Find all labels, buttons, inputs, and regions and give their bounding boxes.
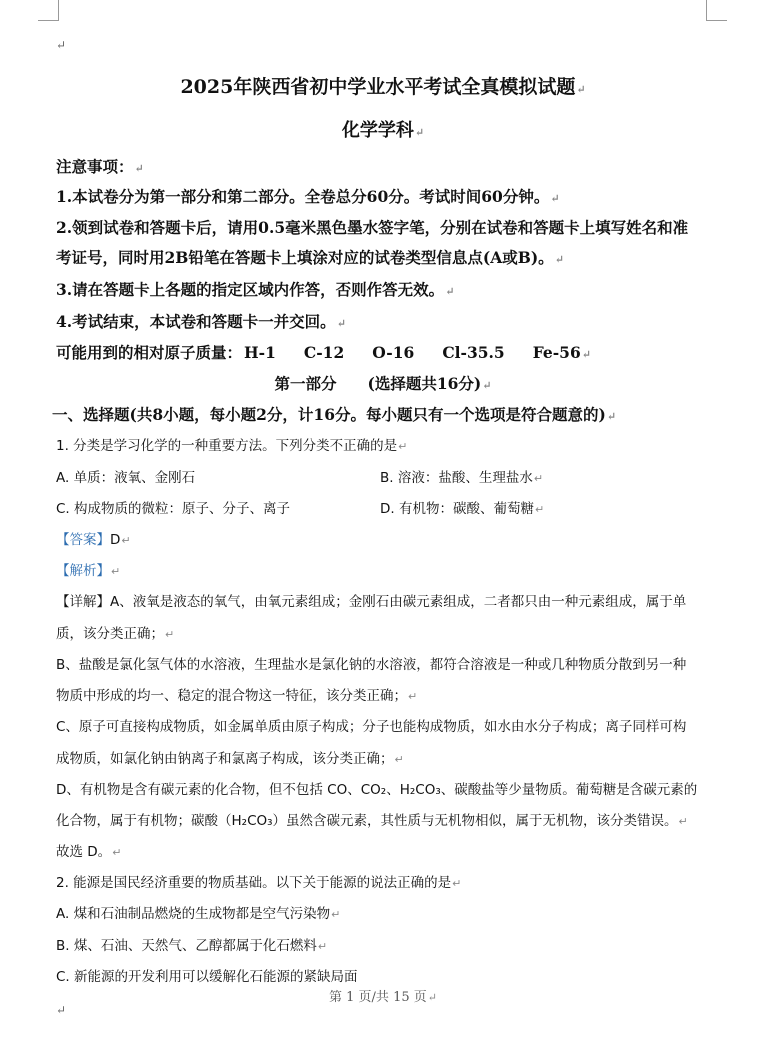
crop-mark-top-right xyxy=(706,0,727,21)
question-1-stem: 1. 分类是学习化学的一种重要方法。下列分类不正确的是↵ xyxy=(56,438,408,454)
detail-line: B、盐酸是氯化氢气体的水溶液，生理盐水是氯化钠的水溶液，都符合溶液是一种或几种物质分散到另一种 xyxy=(56,657,687,673)
subject-title: 化学学科↵ xyxy=(341,120,425,141)
notice-item: 考证号，同时用2B铅笔在答题卡上填涂对应的试卷类型信息点(A或B)。↵ xyxy=(56,248,564,267)
answer-line: 【答案】D↵ xyxy=(56,532,131,548)
option-c: C. 构成物质的微粒：原子、分子、离子 xyxy=(56,501,291,517)
notice-heading: 注意事项：↵ xyxy=(56,157,144,176)
page-footer: 第 1 页/共 15 页↵ xyxy=(329,990,437,1005)
option-b: B. 煤、石油、天然气、乙醇都属于化石燃料↵ xyxy=(56,938,328,954)
detail-line: 物质中形成的均一、稳定的混合物这一特征，该分类正确；↵ xyxy=(56,688,418,704)
detail-line: 【详解】A、液氧是液态的氧气，由氧元素组成；金刚石由碳元素组成，二者都只由一种元素组成，属于单 xyxy=(56,594,687,610)
detail-line: 故选 D。↵ xyxy=(56,844,122,860)
question-1-options-row xyxy=(56,497,726,517)
paragraph-mark: ↵ xyxy=(56,1003,67,1017)
analysis-line: 【解析】↵ xyxy=(56,563,121,579)
answer-tag: 【答案】 xyxy=(56,532,110,548)
detail-line: 成物质，如氯化钠由钠离子和氯离子构成，该分类正确；↵ xyxy=(56,751,404,767)
detail-line: C、原子可直接构成物质，如金属单质由原子构成；分子也能构成物质，如水由水分子构成；离子同样可构 xyxy=(56,719,687,735)
notice-item: 3.请在答题卡上各题的指定区域内作答，否则作答无效。↵ xyxy=(56,280,455,299)
option-a: A. 煤和石油制品燃烧的生成物都是空气污染物↵ xyxy=(56,906,341,922)
notice-item: 1.本试卷分为第一部分和第二部分。全卷总分60分。考试时间60分钟。↵ xyxy=(56,187,560,206)
atomic-mass-line: 可能用到的相对原子质量： H-1 C-12 O-16 Cl-35.5 Fe-56↵ xyxy=(56,343,591,362)
question-2-stem: 2. 能源是国民经济重要的物质基础。以下关于能源的说法正确的是↵ xyxy=(56,875,462,891)
analysis-tag: 【解析】 xyxy=(56,563,110,579)
notice-item: 2.领到试卷和答题卡后，请用0.5毫米黑色墨水签字笔，分别在试卷和答题卡上填写姓名和准 xyxy=(56,218,689,237)
exam-title: 2025年陕西省初中学业水平考试全真模拟试题↵ xyxy=(180,76,586,98)
detail-line: D、有机物是含有碳元素的化合物，但不包括 CO、CO₂、H₂CO₃、碳酸盐等少量物质。葡萄糖是含碳元素的 xyxy=(56,782,698,798)
option-d: D. 有机物：碳酸、葡萄糖↵ xyxy=(380,501,545,517)
detail-line: 质，该分类正确；↵ xyxy=(56,626,175,642)
detail-line: 化合物，属于有机物；碳酸（H₂CO₃）虽然含碳元素，其性质与无机物相似，属于无机物，该分类错误。↵ xyxy=(56,813,688,829)
option-a: A. 单质：液氧、金刚石 xyxy=(56,470,196,486)
option-c: C. 新能源的开发利用可以缓解化石能源的紧缺局面 xyxy=(56,969,358,985)
notice-item: 4.考试结束，本试卷和答题卡一并交回。↵ xyxy=(56,312,346,331)
part1-heading: 第一部分 (选择题共16分)↵ xyxy=(274,374,492,393)
crop-mark-top-left xyxy=(38,0,59,21)
question-1-options-row xyxy=(56,466,726,486)
paragraph-mark: ↵ xyxy=(56,38,67,52)
section1-heading: 一、选择题(共8小题，每小题2分，计16分。每小题只有一个选项是符合题意的)↵ xyxy=(52,405,617,424)
option-b: B. 溶液：盐酸、生理盐水↵ xyxy=(380,470,544,486)
